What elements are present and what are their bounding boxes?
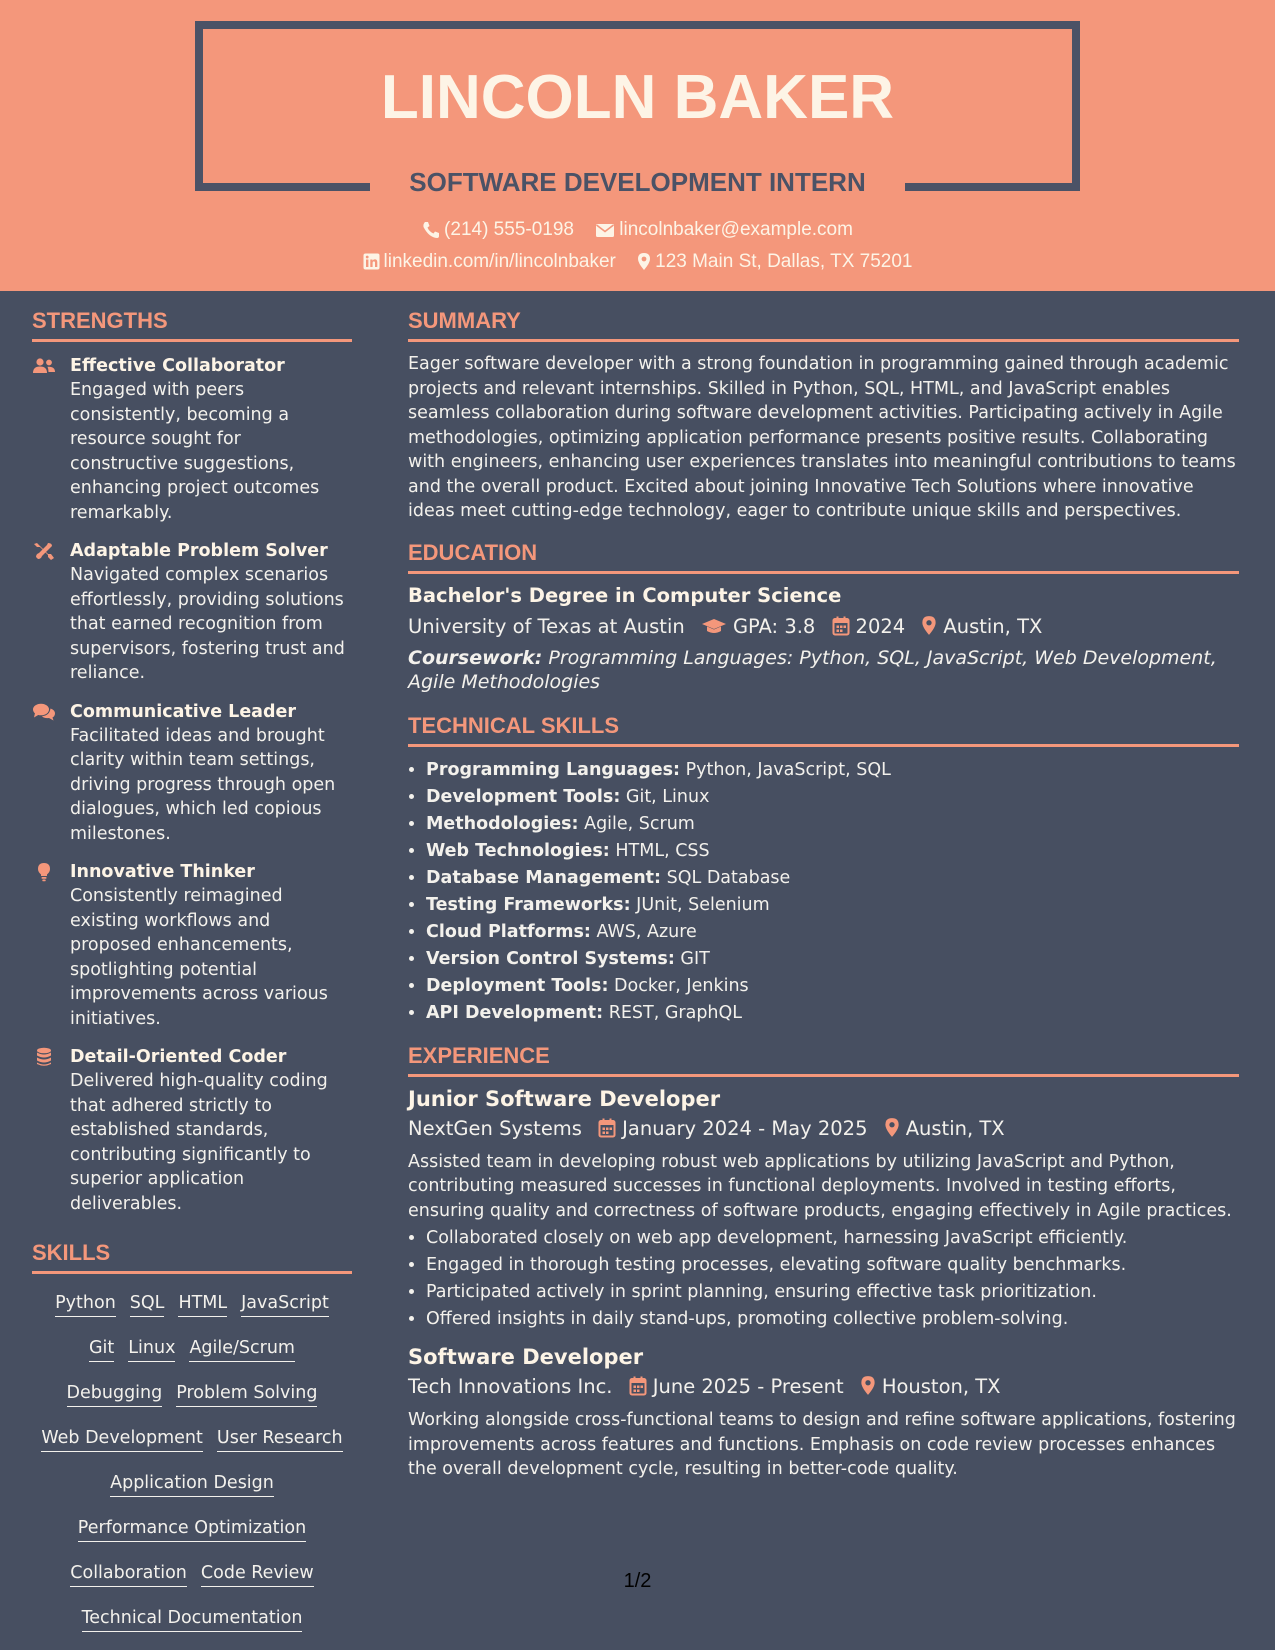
skill-value: Agile, Scrum [584,813,695,834]
contact-row-1 [0,219,1275,241]
list-item: • Participated actively in sprint planning, ensuring effective task prioritization. [426,1279,1239,1306]
skill-chip: SQL [130,1290,165,1317]
skill-value: Git, Linux [625,786,710,807]
strength-item [32,1045,352,1216]
list-item: • Engaged in thorough testing processes, elevating software quality benchmarks. [426,1252,1239,1279]
tools-icon [32,541,56,561]
phone-icon [422,221,440,239]
strength-desc: Engaged with peers consistently, becoming a resource sought for constructive suggestions, enhancing project outcomes remarkably. [70,380,320,523]
map-pin-icon [860,1375,876,1396]
comments-icon [32,702,56,722]
skill-label: Web Technologies: [426,840,610,861]
calendar-icon [598,1118,616,1138]
skills-chips [32,1286,352,1646]
skill-value: GIT [680,948,710,969]
skill-chip: Problem Solving [176,1380,317,1407]
skill-label: Programming Languages: [426,759,681,780]
map-pin-icon [884,1117,900,1138]
skills-row [32,1511,352,1556]
skill-label: Development Tools: [426,786,621,807]
skill-chip: Application Design [110,1470,274,1497]
summary-text: Eager software developer with a strong foundation in programming gained through academic projects and relevant internships. Skilled in Python, SQL, HTML, and JavaScript enables seamless collaboration during software development activities. Participating actively in Agile methodologies, optimizing application performance presents positive results. Collaborating with engineers, enhancing user experiences translates into meaningful contributions to teams and the overall product. Excited about joining Innovative Tech Solutions where innovative ideas meet cutting-edge technology, eager to contribute unique skills and perspectives. [408,354,1236,521]
skill-chip: HTML [178,1290,227,1317]
strength-desc: Facilitated ideas and brought clarity within team settings, driving progress through open dialogues, which led copious milestones. [70,725,336,844]
left-column [32,291,352,1646]
degree-title: Bachelor's Degree in Computer Science [408,583,842,607]
candidate-name: LINCOLN BAKER [380,63,895,132]
school-name: University of Texas at Austin [408,614,685,638]
skill-chip: Code Review [201,1560,314,1587]
list-item [426,1000,1239,1027]
strength-item [32,860,352,1031]
job-meta [408,1375,1239,1398]
list-item [426,811,1239,838]
strength-name: Effective Collaborator [70,356,285,376]
phone-text: (214) 555-0198 [444,219,574,240]
list-item [426,865,1239,892]
technical-skills-list [408,757,1239,1027]
skill-label: Methodologies: [426,813,579,834]
list-item [426,973,1239,1000]
database-icon [32,1047,56,1067]
education-meta [408,615,1239,638]
skill-label: Testing Frameworks: [426,894,631,915]
experience-heading: EXPERIENCE [408,1043,1239,1077]
list-item: • Offered insights in daily stand-ups, promoting collective problem-solving. [426,1306,1239,1333]
skills-row [32,1376,352,1421]
graduation-cap-icon [701,618,727,636]
skill-chip: Agile/Scrum [189,1335,295,1362]
skill-label: API Development: [426,1002,604,1023]
lightbulb-icon [32,862,56,882]
linkedin-text: linkedin.com/in/lincolnbaker [383,251,616,272]
skill-chip: JavaScript [241,1290,329,1317]
list-item [426,838,1239,865]
strength-name: Innovative Thinker [70,862,255,882]
strength-desc: Navigated complex scenarios effortlessly, providing solutions that earned recognition from supervisors, fostering trust and reliance. [70,565,345,683]
linkedin-icon [363,253,380,270]
skill-value: JUnit, Selenium [636,894,770,915]
job-dates: January 2024 - May 2025 [622,1116,868,1140]
job-description: Assisted team in developing robust web applications by utilizing JavaScript and Python, contributing measured successes in functional deployments. Involved in testing efforts, ensuring quality and correctness of software products, engaging effectively in Agile practices. [408,1151,1232,1221]
graduation-year: 2024 [855,614,906,638]
coursework [408,646,1239,695]
skill-chip: User Research [217,1425,343,1452]
skills-heading: SKILLS [32,1240,352,1274]
job-location: Austin, TX [905,1116,1005,1140]
skill-label: Cloud Platforms: [426,921,591,942]
address-text: 123 Main St, Dallas, TX 75201 [655,251,913,272]
list-item [426,757,1239,784]
job-dates: June 2025 - Present [652,1375,844,1398]
job-description: Working alongside cross-functional teams to design and refine software applications, fostering improvements across features and functions. Emphasis on code review processes enhances the overall development cycle, resulting in better-code quality. [408,1410,1236,1479]
phone-item[interactable] [422,219,579,240]
skill-chip: Git [89,1335,114,1362]
list-item [426,784,1239,811]
skills-row [32,1601,352,1646]
skill-value: HTML, CSS [615,840,710,861]
strength-name: Detail-Oriented Coder [70,1047,287,1067]
job-title: Software Developer [408,1345,644,1369]
list-item [426,946,1239,973]
right-column [408,291,1239,1482]
skills-row [32,1466,352,1511]
skill-chip: Technical Documentation [82,1605,303,1632]
skill-label: Version Control Systems: [426,948,675,969]
skill-value: SQL Database [666,867,791,888]
summary-heading: SUMMARY [408,308,1239,342]
skill-chip: Collaboration [70,1560,187,1587]
skill-chip: Linux [128,1335,175,1362]
skill-value: Docker, Jenkins [614,975,749,996]
skill-value: REST, GraphQL [608,1002,743,1023]
email-text: lincolnbaker@example.com [619,219,853,240]
list-item [426,892,1239,919]
strength-desc: Delivered high-quality coding that adhered strictly to established standards, contributing significantly to superior application deliverables. [70,1071,328,1214]
linkedin-item[interactable] [363,251,622,272]
skill-label: Database Management: [426,867,662,888]
skills-row [32,1421,352,1466]
strength-item [32,700,352,847]
page-number: 1/2 [623,1570,652,1592]
skill-value: AWS, Azure [596,921,697,942]
users-icon [32,356,56,376]
email-item[interactable] [595,219,853,240]
strength-name: Adaptable Problem Solver [70,541,328,561]
skill-chip: Performance Optimization [78,1515,306,1542]
skill-chip: Web Development [41,1425,203,1452]
education-location: Austin, TX [943,614,1043,638]
map-pin-icon [921,615,937,636]
strengths-heading: STRENGTHS [32,308,352,342]
gpa-text: GPA: 3.8 [732,614,816,638]
address-item [637,251,912,272]
skill-label: Deployment Tools: [426,975,609,996]
skills-row [32,1286,352,1331]
strength-name: Communicative Leader [70,701,297,722]
skill-value: Python, JavaScript, SQL [685,759,891,780]
job-title: Junior Software Developer [408,1086,721,1111]
map-pin-icon [637,252,651,271]
list-item: • Collaborated closely on web app development, harnessing JavaScript efficiently. [426,1225,1239,1252]
envelope-icon [595,222,615,238]
coursework-label: Coursework: [408,646,543,669]
job-meta [408,1117,1239,1140]
education-heading: EDUCATION [408,540,1239,574]
coursework-text: Programming Languages: Python, SQL, JavaScript, Web Development, Agile Methodologies [408,646,1217,693]
job-bullets [408,1225,1239,1333]
job-location: Houston, TX [881,1375,1001,1398]
skills-row [32,1331,352,1376]
company-name: NextGen Systems [408,1116,582,1140]
skills-row [32,1556,352,1601]
list-item [426,919,1239,946]
job-target-title: SOFTWARE DEVELOPMENT INTERN [409,167,866,197]
calendar-icon [629,1376,647,1396]
strength-desc: Consistently reimagined existing workflows and proposed enhancements, spotlighting potential improvements across various initiatives. [70,886,328,1029]
strength-item [32,354,352,525]
company-name: Tech Innovations Inc. [408,1375,613,1398]
skill-chip: Debugging [67,1380,163,1407]
strength-item [32,539,352,686]
contact-row-2 [0,251,1275,273]
skill-chip: Python [55,1290,116,1317]
technical-skills-heading: TECHNICAL SKILLS [408,713,1239,747]
calendar-icon [832,616,850,636]
